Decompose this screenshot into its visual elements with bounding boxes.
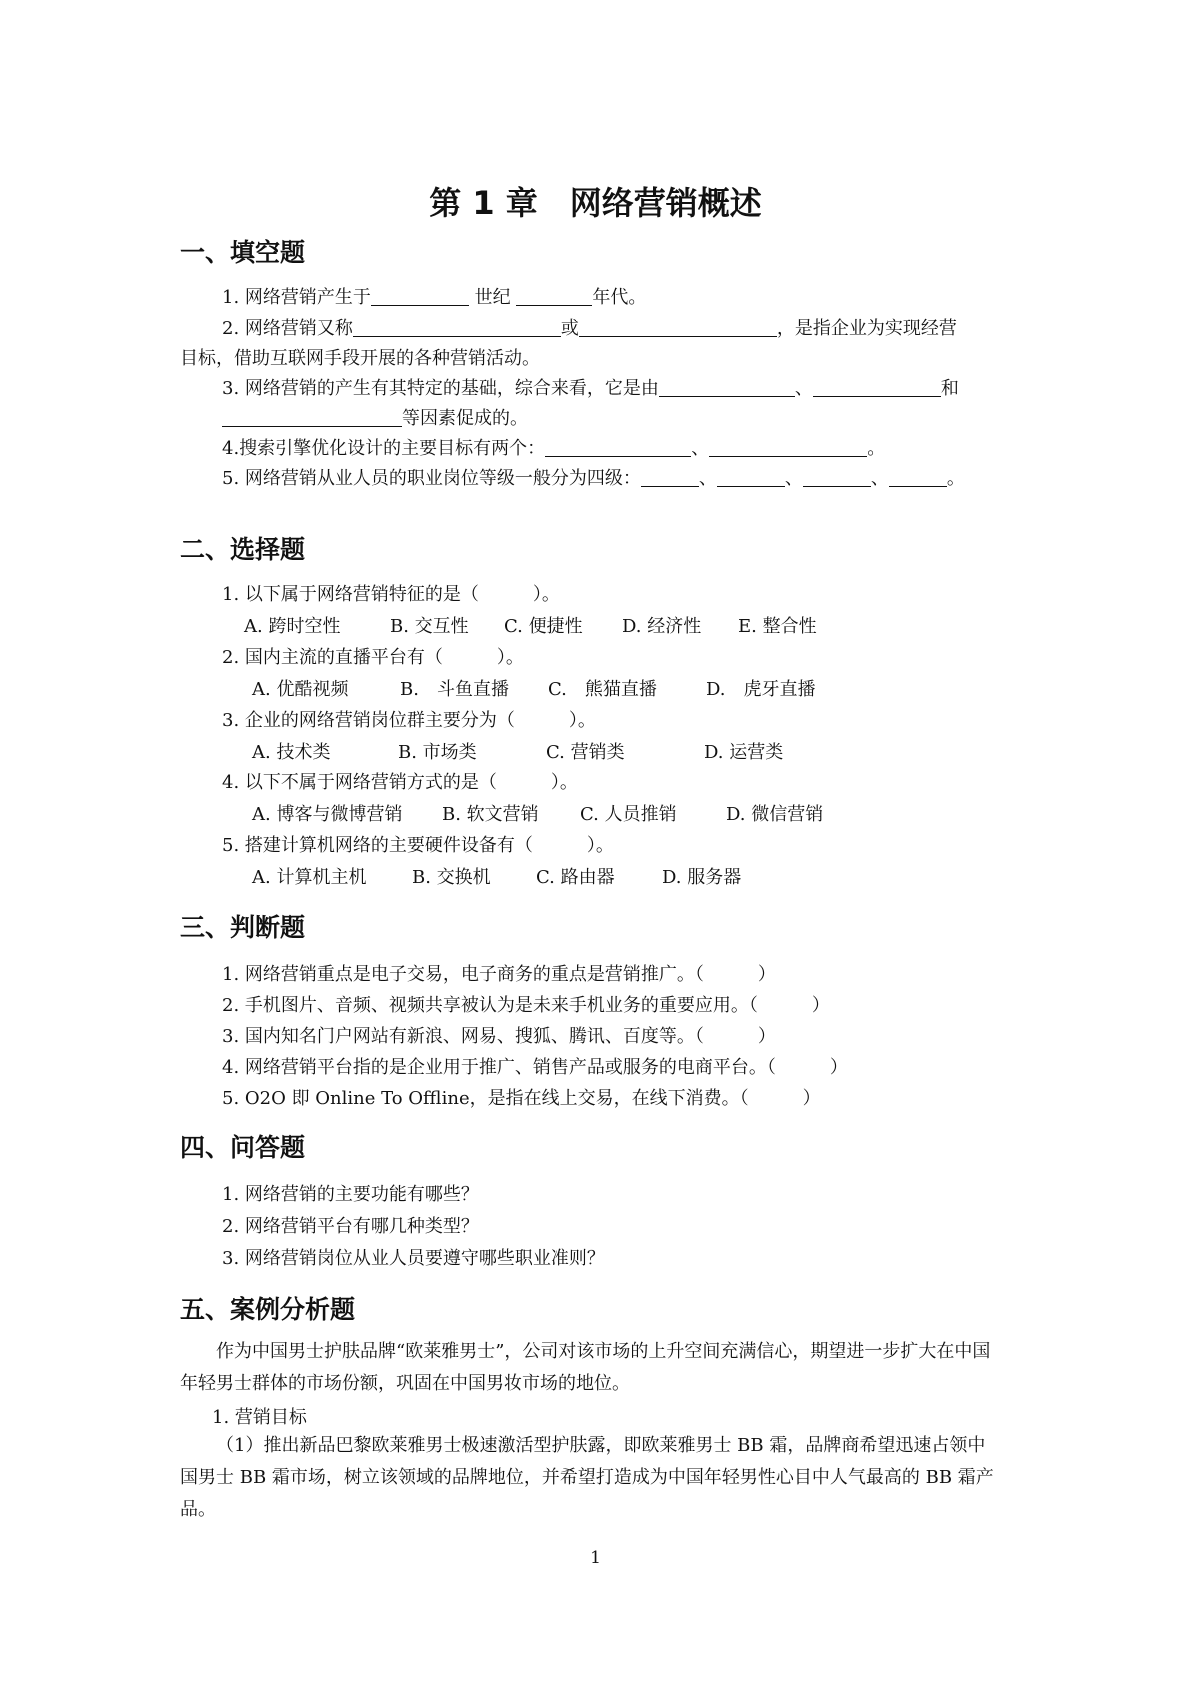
section-heading-choice: 二、选择题 <box>180 535 306 564</box>
fill-q3-text-c: 和 <box>940 378 959 399</box>
judge-item-2: 2. 手机图片、音频、视频共享被认为是未来手机业务的重要应用。（ ） <box>222 995 830 1016</box>
case-paragraph-1: 作为中国男士护肤品牌“欧莱雅男士”，公司对该市场的上升空间充满信心，期望进一步扩大在中国年轻男士群体的市场份额，巩固在中国男妆市场的地位。 <box>180 1341 991 1394</box>
section-heading-fill: 一、填空题 <box>180 238 306 267</box>
fill-question-4 <box>222 434 885 460</box>
choice-option[interactable]: B. 交换机 <box>412 867 491 888</box>
choice-option[interactable]: A. 博客与微博营销 <box>252 804 403 825</box>
qa-item-1: 1. 网络营销的主要功能有哪些？ <box>222 1184 479 1205</box>
choice-option[interactable]: A. 计算机主机 <box>252 867 367 888</box>
fill-q4-text-c: 。 <box>867 438 886 459</box>
choice-question-2: 2. 国内主流的直播平台有（ ）。 <box>222 647 524 668</box>
choice-option[interactable]: B. 交互性 <box>390 616 469 637</box>
fill-q5-sep: 、 <box>698 468 717 489</box>
fill-q4-text-b: 、 <box>691 438 710 459</box>
page-number: 1 <box>590 1548 601 1568</box>
qa-item-3: 3. 网络营销岗位从业人员要遵守哪些职业准则？ <box>222 1248 605 1269</box>
choice-option[interactable]: C. 营销类 <box>546 742 625 763</box>
answer-blank[interactable] <box>222 408 402 427</box>
choice-option[interactable]: D. 虎牙直播 <box>706 679 816 700</box>
choice-option[interactable]: D. 经济性 <box>622 616 702 637</box>
fill-q2-text-d: 目标，借助互联网手段开展的各种营销活动。 <box>180 348 540 369</box>
page-title: 第 1 章 网络营销概述 <box>429 184 762 222</box>
choice-option[interactable]: B. 斗鱼直播 <box>400 679 509 700</box>
answer-blank[interactable] <box>353 318 561 337</box>
choice-option[interactable]: C. 路由器 <box>536 867 615 888</box>
choice-option[interactable]: D. 微信营销 <box>726 804 824 825</box>
choice-option[interactable]: B. 软文营销 <box>442 804 539 825</box>
judge-item-5: 5. O2O 即 Online To Offline，是指在线上交易，在线下消费。（ ） <box>222 1088 821 1109</box>
case-subheading: 1. 营销目标 <box>212 1407 307 1428</box>
choice-question-4: 4. 以下不属于网络营销方式的是（ ）。 <box>222 772 578 793</box>
choice-option[interactable]: E. 整合性 <box>738 616 817 637</box>
fill-q3-text-a: 3. 网络营销的产生有其特定的基础，综合来看，它是由 <box>222 378 659 399</box>
fill-q5-sep: 、 <box>784 468 803 489</box>
choice-option[interactable]: C. 便捷性 <box>504 616 583 637</box>
choice-option[interactable]: D. 服务器 <box>662 867 742 888</box>
answer-blank[interactable] <box>659 378 795 397</box>
fill-q5-sep: 、 <box>870 468 889 489</box>
answer-blank[interactable] <box>803 468 871 487</box>
choice-option[interactable]: A. 优酷视频 <box>252 679 349 700</box>
choice-option[interactable]: A. 技术类 <box>252 742 331 763</box>
section-heading-qa: 四、问答题 <box>180 1133 306 1162</box>
answer-blank[interactable] <box>889 468 947 487</box>
choice-question-5: 5. 搭建计算机网络的主要硬件设备有（ ）。 <box>222 835 614 856</box>
fill-q4-text-a: 4.搜索引擎优化设计的主要目标有两个： <box>222 438 546 459</box>
fill-q3-text-b: 、 <box>794 378 813 399</box>
answer-blank[interactable] <box>516 287 592 306</box>
fill-q5-text-a: 5. 网络营销从业人员的职业岗位等级一般分为四级： <box>222 468 641 489</box>
fill-question-2 <box>222 314 957 340</box>
choice-option[interactable]: A. 跨时空性 <box>244 616 341 637</box>
case-paragraph-2: （1）推出新品巴黎欧莱雅男士极速激活型护肤露，即欧莱雅男士 BB 霜，品牌商希望迅速占领中国男士 BB 霜市场，树立该领域的品牌地位，并希望打造成为中国年轻男性心目中人气最高的 BB 霜产品。 <box>180 1435 994 1520</box>
choice-option[interactable]: B. 市场类 <box>398 742 477 763</box>
judge-item-4: 4. 网络营销平台指的是企业用于推广、销售产品或服务的电商平台。（ ） <box>222 1057 848 1078</box>
fill-question-1 <box>222 283 646 309</box>
section-heading-case: 五、案例分析题 <box>180 1295 356 1324</box>
choice-question-1: 1. 以下属于网络营销特征的是（ ）。 <box>222 584 560 605</box>
fill-q2-text-b: 或 <box>560 318 579 339</box>
answer-blank[interactable] <box>717 468 785 487</box>
fill-question-3-cont <box>222 404 528 430</box>
fill-q2-text-a: 2. 网络营销又称 <box>222 318 353 339</box>
choice-question-3: 3. 企业的网络营销岗位群主要分为（ ）。 <box>222 710 596 731</box>
choice-option[interactable]: D. 运营类 <box>704 742 784 763</box>
judge-item-1: 1. 网络营销重点是电子交易，电子商务的重点是营销推广。（ ） <box>222 964 776 985</box>
answer-blank[interactable] <box>641 468 699 487</box>
fill-q5-end: 。 <box>946 468 965 489</box>
qa-item-2: 2. 网络营销平台有哪几种类型？ <box>222 1216 479 1237</box>
fill-question-3 <box>222 374 959 400</box>
section-heading-judge: 三、判断题 <box>180 913 306 942</box>
fill-q1-text-a: 1. 网络营销产生于 <box>222 287 371 308</box>
fill-q3-text-d: 等因素促成的。 <box>402 408 528 429</box>
fill-question-5 <box>222 464 965 490</box>
answer-blank[interactable] <box>371 287 469 306</box>
judge-item-3: 3. 国内知名门户网站有新浪、网易、搜狐、腾讯、百度等。（ ） <box>222 1026 776 1047</box>
fill-q1-text-c: 年代。 <box>592 287 647 308</box>
choice-option[interactable]: C. 人员推销 <box>580 804 677 825</box>
fill-q2-text-c: ，是指企业为实现经营 <box>776 318 957 339</box>
answer-blank[interactable] <box>813 378 941 397</box>
fill-q1-text-b: 世纪 <box>468 287 517 308</box>
answer-blank[interactable] <box>709 438 867 457</box>
answer-blank[interactable] <box>579 318 777 337</box>
choice-option[interactable]: C. 熊猫直播 <box>548 679 657 700</box>
answer-blank[interactable] <box>545 438 691 457</box>
